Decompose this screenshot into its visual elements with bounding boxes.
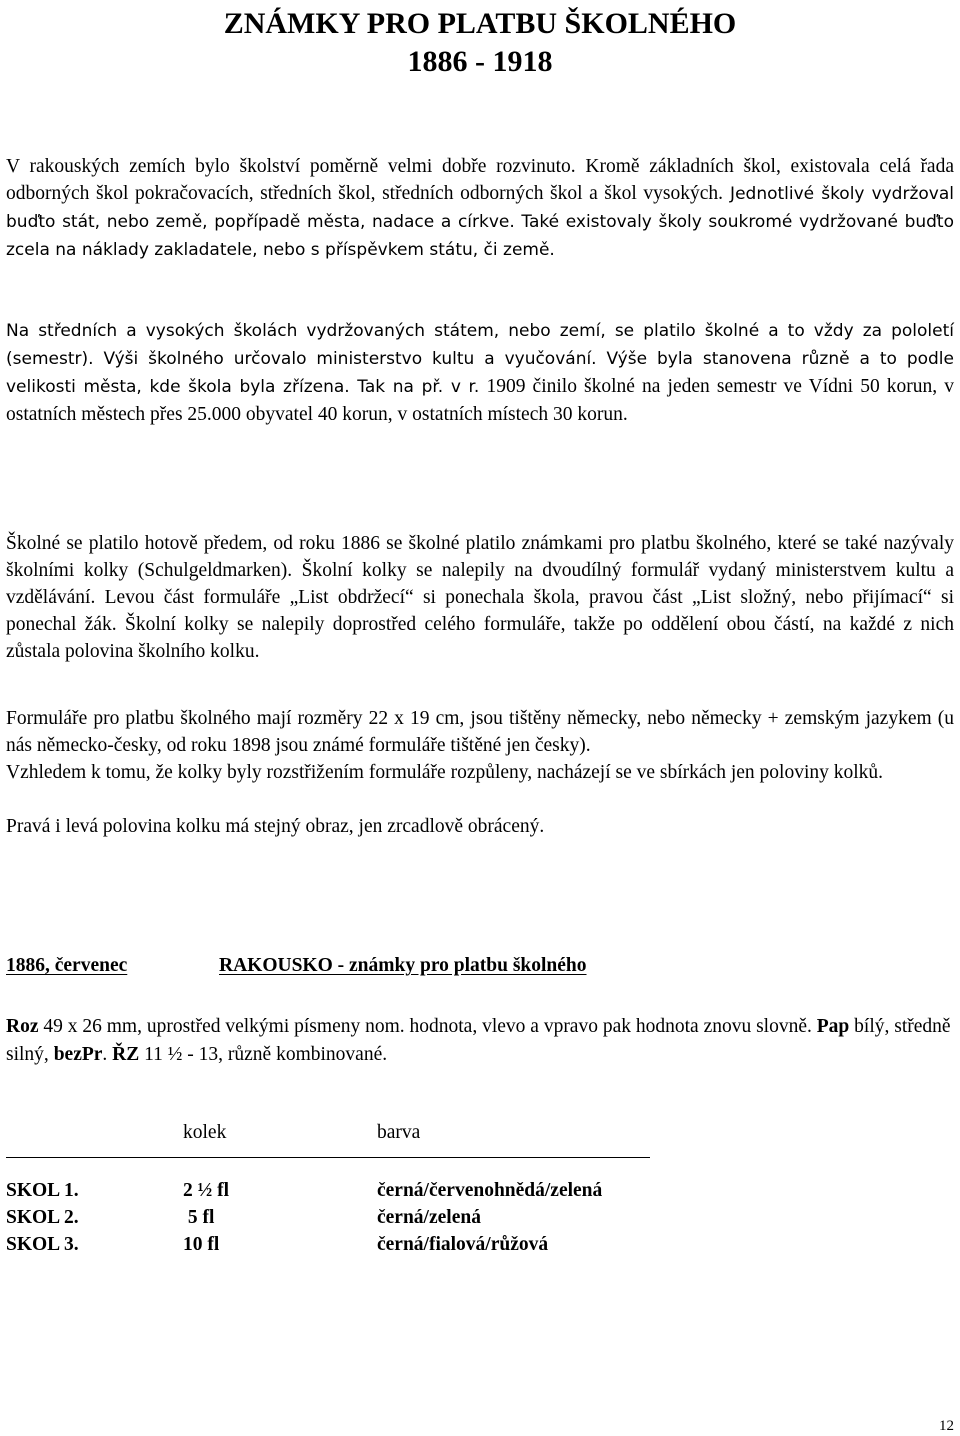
section-date: 1886, červenec bbox=[6, 955, 128, 976]
desc-bezpr-label: bezPr bbox=[53, 1044, 103, 1065]
desc-pap-label: Pap bbox=[816, 1016, 850, 1037]
row-code: SKOL 2. bbox=[6, 1207, 79, 1228]
row-colors: černá/zelená bbox=[377, 1207, 481, 1228]
body-paragraph-4-line1: Formuláře pro platbu školného mají rozměry 22 x 19 cm, jsou tištěny německy, nebo německy + zemským jazykem (u nás německo-česky, od roku 1898 jsou známé formuláře tištěné jen česky). bbox=[6, 708, 954, 756]
stamp-description bbox=[6, 1013, 954, 1069]
desc-rz-text: 11 ½ - 13, různě kombinované. bbox=[139, 1044, 388, 1065]
row-value: 5 fl bbox=[183, 1207, 215, 1228]
table-row bbox=[0, 1180, 960, 1207]
intro-paragraph-2-serif: 1909 činilo školné na jeden semestr ve Vídni 50 korun, v ostatních městech přes 25.000 obyvatel 40 korun, v ostatních místech 30 korun. bbox=[6, 376, 954, 425]
page-subtitle-years: 1886 - 1918 bbox=[407, 45, 553, 78]
desc-roz-label: Roz bbox=[6, 1016, 39, 1037]
section-title: RAKOUSKO - známky pro platbu školného bbox=[219, 955, 587, 976]
table-row bbox=[0, 1207, 960, 1234]
intro-paragraph-1-sans: Jednotlivé školy vydržoval buďto stát, nebo země, popřípadě města, nadace a církve. Také existovaly školy soukromé vydržované buďto zcela na náklady zakladatele, nebo s příspěvkem státu, či země. bbox=[6, 184, 954, 260]
intro-paragraph-2-sans: Na středních a vysokých školách vydržovaných státem, nebo zemí, se platilo školné a to vždy za pololetí (semestr). Výši školného určovalo ministerstvo kultu a vyučování. Výše byla stanovena různě a to podle velikosti města, kde škola byla zřízena. Tak na př. v r. bbox=[6, 321, 954, 397]
section-heading bbox=[6, 955, 954, 983]
body-paragraph-4-line3: Pravá i levá polovina kolku má stejný obraz, jen zrcadlově obrácený. bbox=[6, 816, 545, 837]
desc-rz-label: ŘZ bbox=[112, 1044, 140, 1065]
row-code: SKOL 3. bbox=[6, 1234, 79, 1255]
page-title: ZNÁMKY PRO PLATBU ŠKOLNÉHO bbox=[223, 7, 737, 40]
intro-paragraph-1 bbox=[6, 153, 954, 264]
body-paragraph-4-line2: Vzhledem k tomu, že kolky byly rozstřižením formuláře rozpůleny, nacházejí se ve sbírkách jen poloviny kolků. bbox=[6, 762, 884, 783]
row-code: SKOL 1. bbox=[6, 1180, 79, 1201]
row-colors: černá/fialová/růžová bbox=[377, 1234, 549, 1255]
column-header-kolek: kolek bbox=[183, 1122, 227, 1143]
desc-roz-text: 49 x 26 mm, uprostřed velkými písmeny nom. hodnota, vlevo a vpravo pak hodnota znovu slovně. bbox=[38, 1016, 817, 1037]
body-paragraph-3: Školné se platilo hotově předem, od roku 1886 se školné platilo známkami pro platbu školného, které se také nazývaly školními kolky (Schulgeldmarken). Školní kolky se nalepily na dvoudílný formulář vydaný ministerstvem kultu a vzdělávání. Levou část formuláře „List obdržecí“ si ponechala škola, pravou část „List složný, nebo přijímací“ si ponechal žák. Školní kolky se nalepily doprostřed celého formuláře, takže po oddělení obou částí, na každé z nich zůstala polovina školního kolku. bbox=[6, 533, 954, 662]
intro-paragraph-2 bbox=[6, 317, 954, 428]
intro-paragraph-1-serif: V rakouských zemích bylo školství poměrně velmi dobře rozvinuto. Kromě základních škol, existovala celá řada odborných škol pokračovacích, středních škol, středních odborných škol a škol vysokých. bbox=[6, 156, 954, 204]
row-value: 10 fl bbox=[183, 1234, 220, 1255]
row-value: 2 ½ fl bbox=[183, 1180, 230, 1201]
table-header bbox=[0, 1122, 960, 1152]
row-colors: černá/červenohnědá/zelená bbox=[377, 1180, 603, 1201]
desc-pap-text: bílý, středně silný, bbox=[6, 1016, 951, 1065]
page-number: 12 bbox=[939, 1418, 954, 1434]
table-row bbox=[0, 1234, 960, 1261]
column-header-barva: barva bbox=[377, 1122, 421, 1143]
desc-bezpr-text: . bbox=[102, 1044, 113, 1065]
table-header-divider bbox=[6, 1157, 650, 1158]
